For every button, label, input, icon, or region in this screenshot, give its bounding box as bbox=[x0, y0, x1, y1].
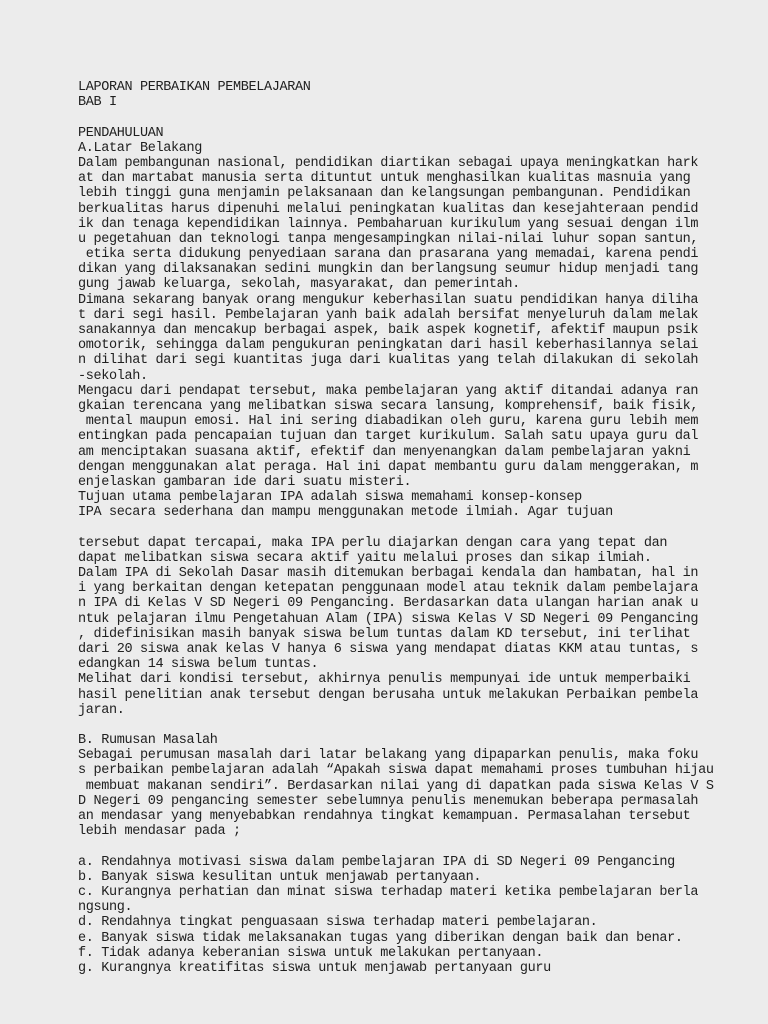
text-line: Tujuan utama pembelajaran IPA adalah siswa memahami konsep-konsep bbox=[78, 490, 582, 506]
text-line: enjelaskan gambaran ide dari suatu misteri. bbox=[78, 474, 412, 490]
document-body bbox=[78, 80, 714, 976]
text-line: entingkan pada pencapaian tujuan dan target kurikulum. Salah satu upaya guru dal bbox=[78, 429, 699, 445]
text-line: i yang berkaitan dengan ketepatan penggunaan model atau teknik dalam pembelajara bbox=[78, 581, 699, 597]
text-line: dapat melibatkan siswa secara aktif yaitu melalui proses dan sikap ilmiah. bbox=[78, 550, 652, 566]
paragraph-2 bbox=[78, 293, 710, 384]
problem-list bbox=[78, 855, 710, 977]
text-line: an mendasar yang menyebabkan rendahnya tingkat kemampuan. Permasalahan tersebut bbox=[78, 809, 691, 824]
text-line: mental maupun emosi. Hal ini sering diabadikan oleh guru, karena guru lebih mem bbox=[78, 414, 699, 430]
text-line: u pegetahuan dan teknologi tanpa mengesampingkan nilai-nilai luhur sopan santun, bbox=[78, 231, 699, 247]
text-line: , didefinisikan masih banyak siswa belum tuntas dalam KD tersebut, ini terlihat bbox=[78, 626, 691, 642]
text-line: D Negeri 09 pengancing semester sebelumnya penulis menemukan beberapa permasalah bbox=[78, 793, 699, 809]
text-line: dengan menggunakan alat peraga. Hal ini dapat membantu guru dalam menggerakan, m bbox=[78, 459, 699, 475]
paragraph-6 bbox=[78, 748, 714, 840]
subsection-heading-a: A.Latar Belakang bbox=[78, 140, 203, 156]
section-heading: PENDAHULUAN bbox=[78, 125, 164, 141]
text-line: at dan martabat manusia serta dituntut untuk menghasilkan kualitas masnuia yang bbox=[78, 171, 691, 187]
subsection-heading-b: B. Rumusan Masalah bbox=[78, 733, 218, 749]
text-line: gung jawab keluarga, sekolah, masyarakat, dan pemerintah. bbox=[78, 277, 520, 293]
text-line: Melihat dari kondisi tersebut, akhirnya penulis mempunyai ide untuk memperbaiki bbox=[78, 672, 691, 688]
paragraph-4 bbox=[78, 490, 710, 520]
text-line: lebih tinggi guna menjamin pelaksanaan dan kelangsungan pembangunan. Pendidikan bbox=[78, 186, 691, 202]
text-line: Mengacu dari pendapat tersebut, maka pembelajaran yang aktif ditandai adanya ran bbox=[78, 383, 699, 399]
list-item: f. Tidak adanya keberanian siswa untuk melakukan pertanyaan. bbox=[78, 945, 544, 961]
text-line: tersebut dapat tercapai, maka IPA perlu diajarkan dengan cara yang tepat dan bbox=[78, 535, 668, 551]
text-line: jaran. bbox=[78, 702, 125, 718]
text-line: IPA secara sederhana dan mampu menggunakan metode ilmiah. Agar tujuan bbox=[78, 505, 613, 521]
text-line: gkaian terencana yang melibatkan siswa secara lansung, komprehensif, baik fisik, bbox=[78, 398, 699, 414]
text-line: n IPA di Kelas V SD Negeri 09 Pengancing. Berdasarkan data ulangan harian anak u bbox=[78, 596, 699, 612]
paragraph-1 bbox=[78, 156, 710, 293]
list-item: ngsung. bbox=[78, 900, 133, 916]
text-line: membuat makanan sendiri”. Berdasarkan nilai yang di dapatkan pada siswa Kelas V S bbox=[78, 778, 714, 794]
text-line: sanakannya dan mencakup berbagai aspek, baik aspek kognetif, afektif maupun psik bbox=[78, 323, 699, 338]
text-line: edangkan 14 siswa belum tuntas. bbox=[78, 657, 319, 673]
text-line: omotorik, sehingga dalam pengukuran peningkatan dari hasil keberhasilannya selai bbox=[78, 338, 699, 354]
list-item: d. Rendahnya tingkat penguasaan siswa terhadap materi pembelajaran. bbox=[78, 915, 598, 931]
text-line: t dari segi hasil. Pembelajaran yanh baik adalah bersifat menyeluruh dalam melak bbox=[78, 307, 699, 323]
list-item: c. Kurangnya perhatian dan minat siswa terhadap materi ketika pembelajaran berla bbox=[78, 884, 699, 900]
text-line: ik dan tenaga kependidikan lainnya. Pembaharuan kurikulum yang sesuai dengan ilm bbox=[78, 216, 699, 232]
text-line: Dalam pembangunan nasional, pendidikan diartikan sebagai upaya meningkatkan hark bbox=[78, 155, 699, 171]
text-line: dikan yang dilaksanakan sedini mungkin dan berlangsung seumur hidup menjadi tang bbox=[78, 262, 699, 278]
text-line: am menciptakan suasana aktif, efektif dan menyenangkan dalam pembelajaran yakni bbox=[78, 444, 691, 460]
report-title: LAPORAN PERBAIKAN PEMBELAJARAN bbox=[78, 80, 311, 95]
text-line: Dimana sekarang banyak orang mengukur keberhasilan suatu pendidikan hanya diliha bbox=[78, 292, 699, 308]
list-item: e. Banyak siswa tidak melaksanakan tugas yang diberikan dengan baik dan benar. bbox=[78, 930, 683, 946]
text-line: dari 20 siswa anak kelas V hanya 6 siswa yang mendapat diatas KKM atau tuntas, s bbox=[78, 641, 699, 657]
text-line: n dilihat dari segi kuantitas juga dari kualitas yang telah dilakukan di sekolah bbox=[78, 353, 699, 369]
list-item: g. Kurangnya kreatifitas siswa untuk menjawab pertanyaan guru bbox=[78, 960, 551, 976]
chapter-label: BAB I bbox=[78, 95, 117, 111]
paragraph-3 bbox=[78, 384, 710, 490]
text-line: berkualitas harus dipenuhi melalui peningkatan kualitas dan kesejahteraan pendid bbox=[78, 201, 699, 217]
list-item: b. Banyak siswa kesulitan untuk menjawab pertanyaan. bbox=[78, 869, 482, 885]
text-line: Sebagai perumusan masalah dari latar belakang yang dipaparkan penulis, maka foku bbox=[78, 748, 699, 764]
text-line: Dalam IPA di Sekolah Dasar masih ditemukan berbagai kendala dan hambatan, hal in bbox=[78, 566, 699, 581]
text-line: s perbaikan pembelajaran adalah “Apakah siswa dapat memahami proses tumbuhan hijau bbox=[78, 763, 714, 779]
text-line: ntuk pelajaran ilmu Pengetahuan Alam (IPA) siswa Kelas V SD Negeri 09 Pengancing bbox=[78, 611, 699, 627]
list-item: a. Rendahnya motivasi siswa dalam pembelajaran IPA di SD Negeri 09 Pengancing bbox=[78, 854, 675, 870]
text-line: etika serta didukung penyediaan sarana dan prasarana yang memadai, karena pendi bbox=[78, 247, 699, 263]
text-line: -sekolah. bbox=[78, 368, 148, 384]
paragraph-5 bbox=[78, 536, 710, 718]
text-line: hasil penelitian anak tersebut dengan berusaha untuk melakukan Perbaikan pembela bbox=[78, 687, 699, 703]
text-line: lebih mendasar pada ; bbox=[78, 824, 241, 840]
